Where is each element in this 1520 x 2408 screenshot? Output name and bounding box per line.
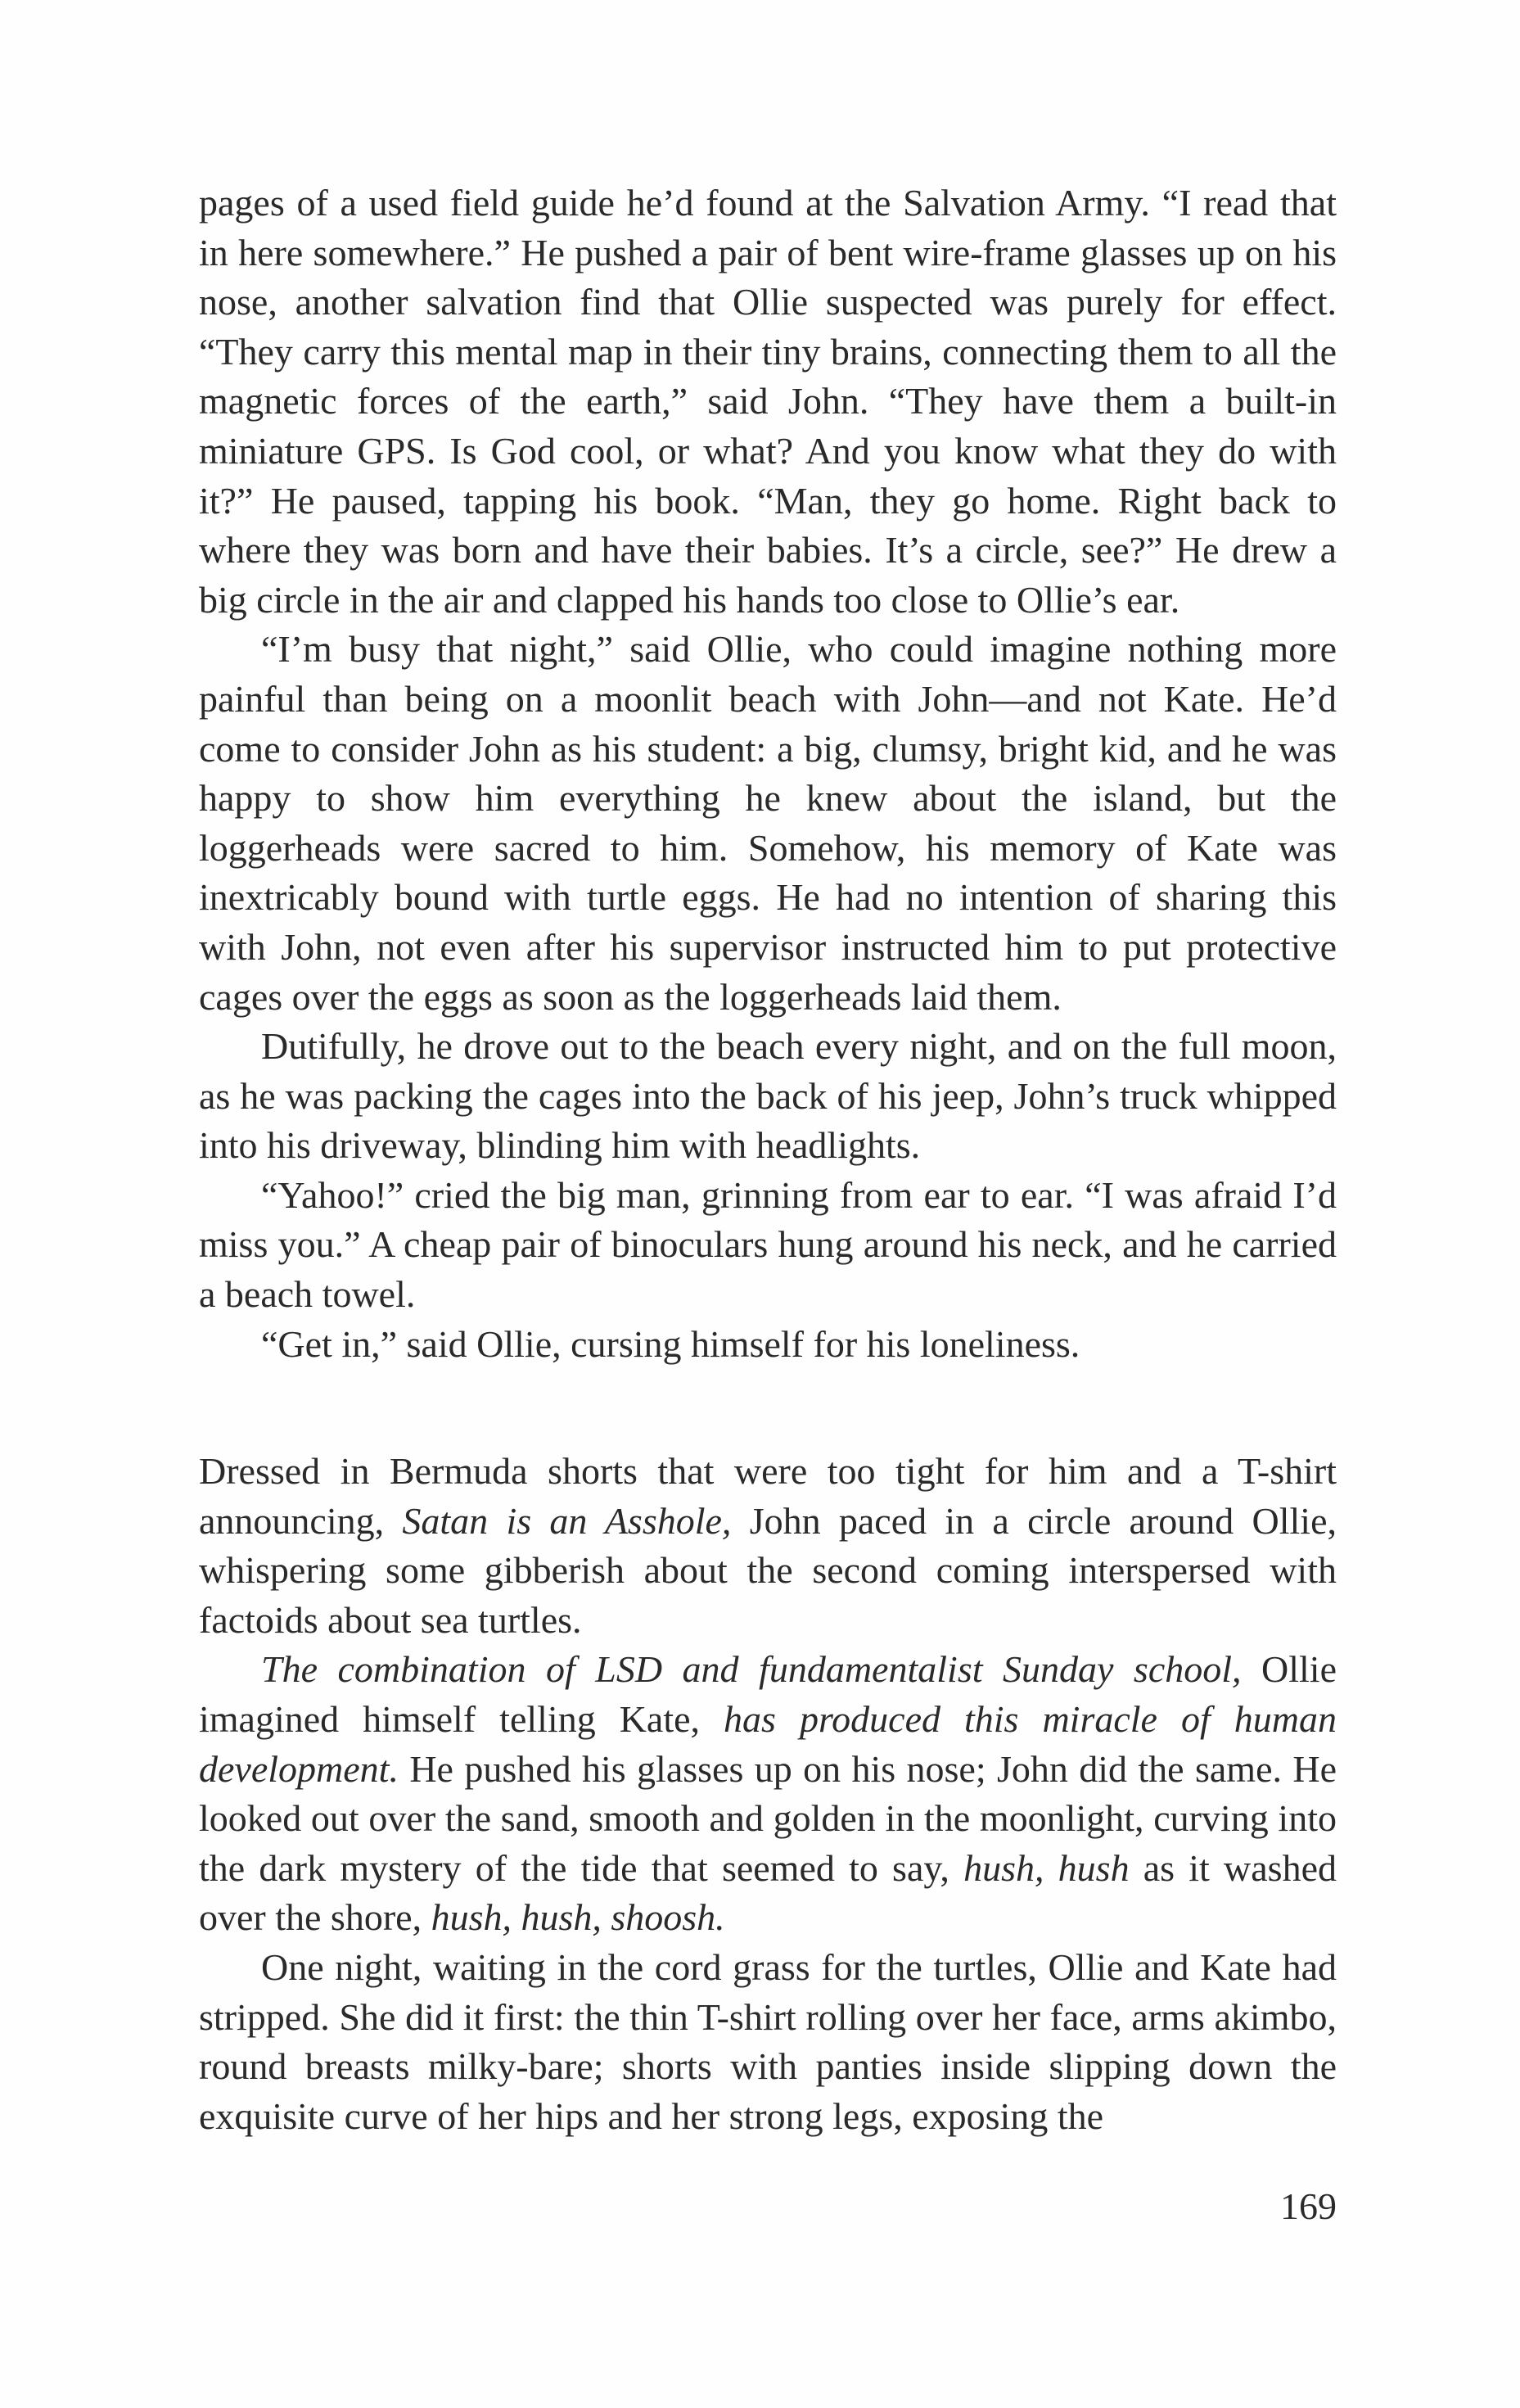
text-run: as it washed over the shore, xyxy=(199,1846,1337,1939)
text-run: John paced in a circle around Ollie, whispering some gibberish about the second coming interspersed with factoids about sea turtles. xyxy=(199,1499,1337,1641)
paragraph: “Yahoo!” cried the big man, grinning from ear to ear. “I was afraid I’d miss you.” A cheap pair of binoculars hung around his neck, and he carried a beach towel. xyxy=(199,1173,1337,1316)
paragraph: pages of a used field guide he’d found at the Salvation Army. “I read that in here somewhere.” He pushed a pair of bent wire-frame glasses up on his nose, another salvation find that Ollie suspected was purely for effect. “They carry this mental map in their tiny brains, connecting them to all the magnetic forces of the earth,” said John. “They have them a built-in miniature GPS. Is God cool, or what? And you know what they do with it?” He paused, tapping his book. “Man, they go home. Right back to where they was born and have their babies. It’s a circle, see?” He drew a big circle in the air and clapped his hands too close to Ollie’s ear. xyxy=(199,182,1337,621)
italic-run: hush, hush xyxy=(963,1846,1130,1889)
section-2 xyxy=(199,1447,1337,2141)
text-run: Dressed in Bermuda shorts that were too tight for him and a T-shirt announcing, xyxy=(199,1450,1337,1542)
paragraph: Dutifully, he drove out to the beach every night, and on the full moon, as he was packing the cages into the back of his jeep, John’s truck whipped into his driveway, blinding him with headlights. xyxy=(199,1025,1337,1167)
section-1 xyxy=(199,178,1337,1369)
page-number: 169 xyxy=(1280,2185,1337,2227)
paragraph: One night, waiting in the cord grass for the turtles, Ollie and Kate had stripped. She did it first: the thin T-shirt rolling over her face, arms akimbo, round breasts milky-bare; shorts with panties inside slipping down the exquisite curve of her hips and her strong legs, exposing the xyxy=(199,1945,1337,2137)
italic-run: Satan is an Asshole, xyxy=(402,1499,732,1542)
text-run: Ollie imagined himself telling Kate, xyxy=(199,1648,1337,1740)
paragraph xyxy=(199,1645,1337,1943)
italic-run: has produced this miracle of human development. xyxy=(199,1697,1337,1790)
italic-run: hush, hush, shoosh. xyxy=(431,1896,725,1939)
italic-run: The combination of LSD and fundamentalist Sunday school, xyxy=(261,1648,1242,1691)
paragraph xyxy=(199,1447,1337,1645)
paragraph: “Get in,” said Ollie, cursing himself for his loneliness. xyxy=(261,1322,1080,1365)
text-run: He pushed his glasses up on his nose; John did the same. He looked out over the sand, smooth and golden in the moonlight, curving into the dark mystery of the tide that seemed to say, xyxy=(199,1747,1337,1889)
paragraph: “I’m busy that night,” said Ollie, who could imagine nothing more painful than being on a moonlit beach with John—and not Kate. He’d come to consider John as his student: a big, clumsy, bright kid, and he was happy to show him everything he knew about the island, but the loggerheads were sacred to him. Somehow, his memory of Kate was inextricably bound with turtle eggs. He had no intention of sharing this with John, not even after his supervisor instructed him to put protective cages over the eggs as soon as the loggerheads laid them. xyxy=(199,628,1337,1018)
